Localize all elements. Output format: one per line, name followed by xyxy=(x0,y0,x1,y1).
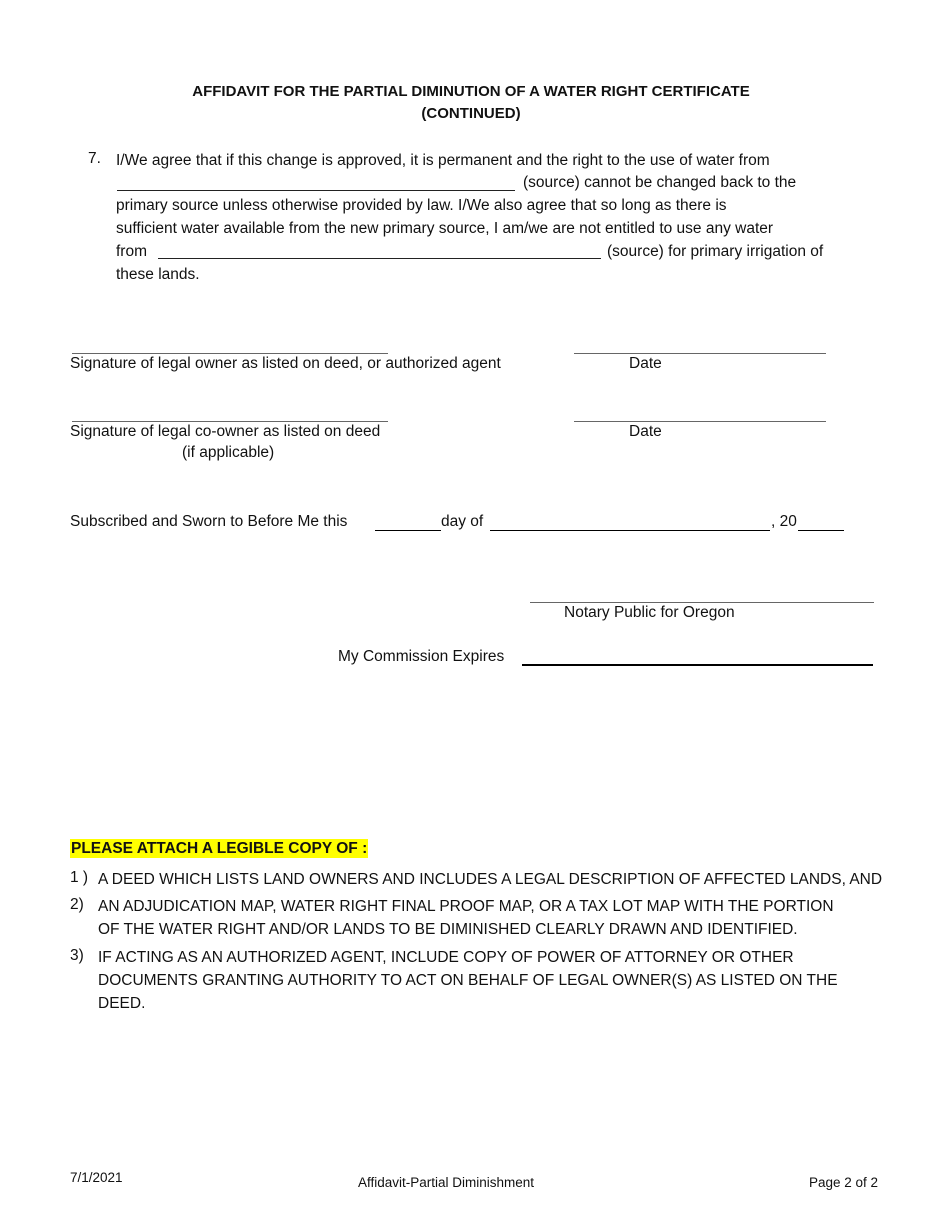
commission-label: My Commission Expires xyxy=(338,648,505,665)
source-blank-1[interactable] xyxy=(117,190,515,191)
item7-line1: I/We agree that if this change is approved, it is permanent and the right to the use of water from xyxy=(116,152,770,169)
list-item-number: 3) xyxy=(70,947,84,964)
sworn-prefix: Subscribed and Sworn to Before Me this xyxy=(70,513,348,530)
list-item-number: 1 ) xyxy=(70,869,89,886)
commission-blank[interactable] xyxy=(522,664,873,666)
sworn-day-of: day of xyxy=(441,513,484,530)
attachments-heading-text: PLEASE ATTACH A LEGIBLE COPY OF : xyxy=(71,840,368,857)
list-item-text: OF THE WATER RIGHT AND/OR LANDS TO BE DIMINISHED CLEARLY DRAWN AND IDENTIFIED. xyxy=(98,921,798,938)
list-item-text: DEED. xyxy=(98,995,146,1012)
item7-line5-suffix: (source) for primary irrigation of xyxy=(607,243,824,260)
sworn-year-prefix: , 20 xyxy=(771,513,797,530)
coowner-date-label: Date xyxy=(629,423,662,440)
footer-page-number: Page 2 of 2 xyxy=(809,1175,879,1190)
item7-line2: (source) cannot be changed back to the xyxy=(523,174,797,191)
notary-label: Notary Public for Oregon xyxy=(564,604,735,621)
owner-signature-line[interactable] xyxy=(72,353,388,354)
sworn-day-blank[interactable] xyxy=(375,530,441,531)
item7-line3: primary source unless otherwise provided by law. I/We also agree that so long as there is xyxy=(116,197,727,214)
notary-signature-line[interactable] xyxy=(530,602,874,603)
coowner-note: (if applicable) xyxy=(182,444,275,461)
sworn-month-blank[interactable] xyxy=(490,530,770,531)
item7-line6: these lands. xyxy=(116,266,200,283)
list-item-text: A DEED WHICH LISTS LAND OWNERS AND INCLUDES A LEGAL DESCRIPTION OF AFFECTED LANDS, AND xyxy=(98,871,883,888)
footer-form-name: Affidavit-Partial Diminishment xyxy=(358,1175,535,1190)
coowner-date-line[interactable] xyxy=(574,421,826,422)
list-item-text: IF ACTING AS AN AUTHORIZED AGENT, INCLUDE COPY OF POWER OF ATTORNEY OR OTHER xyxy=(98,949,794,966)
list-item-number: 2) xyxy=(70,896,84,913)
attachments-heading xyxy=(70,840,368,858)
document-title: AFFIDAVIT FOR THE PARTIAL DIMINUTION OF A WATER RIGHT CERTIFICATE xyxy=(192,83,750,100)
owner-date-label: Date xyxy=(629,355,662,372)
coowner-signature-line[interactable] xyxy=(72,421,388,422)
sworn-year-blank[interactable] xyxy=(798,530,844,531)
item-number: 7. xyxy=(88,150,101,167)
list-item-text: DOCUMENTS GRANTING AUTHORITY TO ACT ON BEHALF OF LEGAL OWNER(S) AS LISTED ON THE xyxy=(98,972,838,989)
footer-date: 7/1/2021 xyxy=(70,1170,123,1185)
owner-date-line[interactable] xyxy=(574,353,826,354)
item7-line5-prefix: from xyxy=(116,243,147,260)
coowner-signature-label: Signature of legal co-owner as listed on deed xyxy=(70,423,381,440)
document-subtitle: (CONTINUED) xyxy=(421,105,521,122)
source-blank-2[interactable] xyxy=(158,258,601,259)
list-item-text: AN ADJUDICATION MAP, WATER RIGHT FINAL PROOF MAP, OR A TAX LOT MAP WITH THE PORTION xyxy=(98,898,834,915)
owner-signature-label: Signature of legal owner as listed on deed, or authorized agent xyxy=(70,355,501,372)
item7-line4: sufficient water available from the new primary source, I am/we are not entitled to use any water xyxy=(116,220,774,237)
